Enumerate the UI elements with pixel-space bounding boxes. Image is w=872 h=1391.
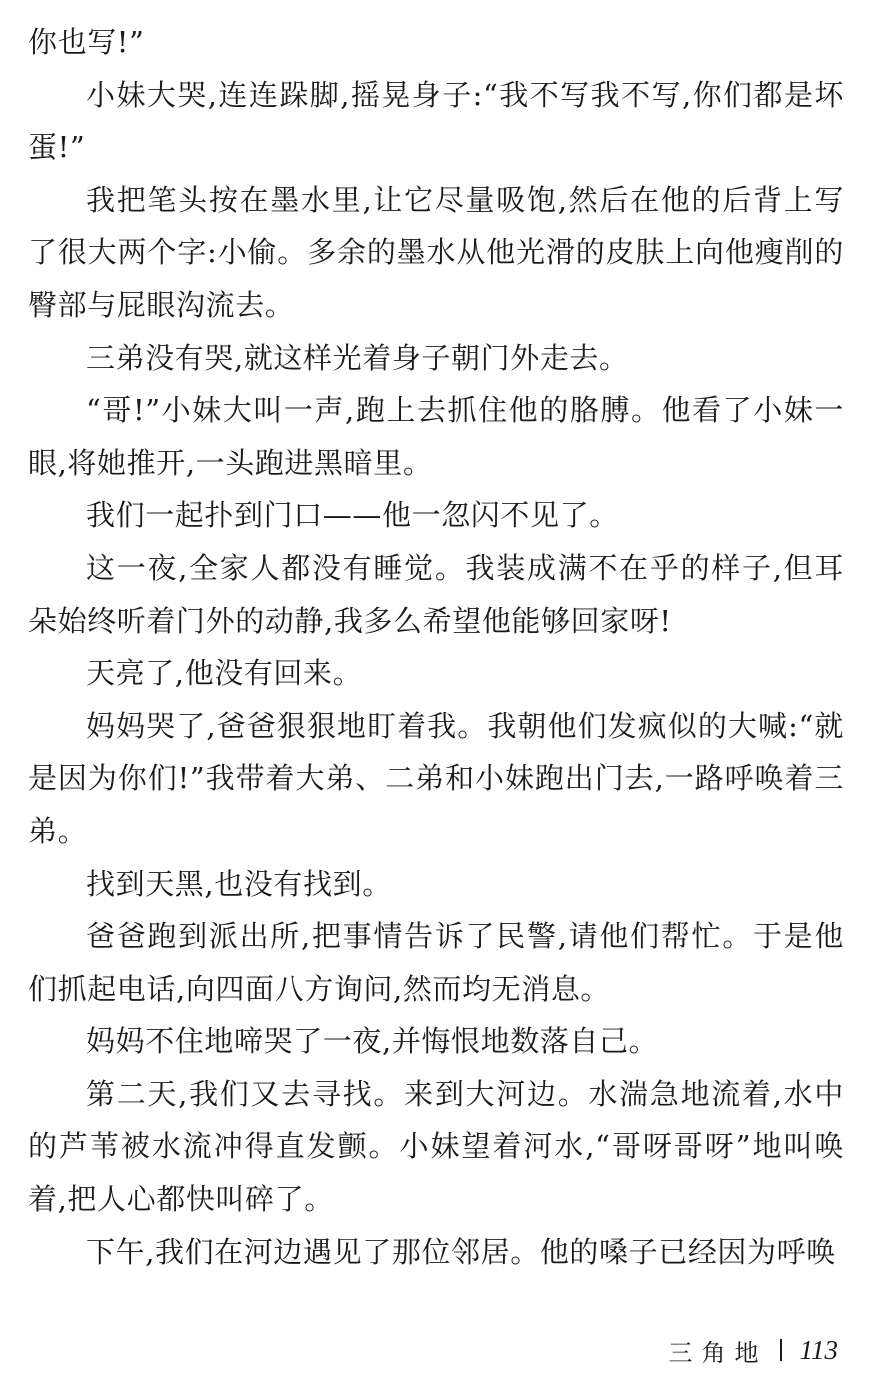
paragraph: 这一夜,全家人都没有睡觉。我装成满不在乎的样子,但耳朵始终听着门外的动静,我多么希望他能够回家呀!: [28, 550, 844, 638]
paragraph: 妈妈不住地啼哭了一夜,并悔恨地数落自己。: [86, 1024, 659, 1059]
page-number: 113: [799, 1334, 838, 1365]
running-title: 三角地: [668, 1338, 768, 1367]
paragraph: 小妹大哭,连连跺脚,摇晃身子:“我不写我不写,你们都是坏蛋!”: [28, 77, 844, 165]
paragraph: “哥!”小妹大叫一声,跑上去抓住他的胳膊。他看了小妹一眼,将她推开,一头跑进黑暗里。: [28, 393, 844, 480]
paragraph: 三弟没有哭,就这样光着身子朝门外走去。: [86, 340, 629, 375]
paragraph: 下午,我们在河边遇见了那位邻居。他的嗓子已经因为呼唤: [86, 1234, 836, 1269]
paragraph: 我们一起扑到门口——他一忽闪不见了。: [86, 498, 619, 533]
page-footer: [669, 1328, 839, 1372]
paragraph: 天亮了,他没有回来。: [86, 656, 363, 691]
paragraph: 你也写!”: [28, 25, 145, 59]
paragraph: 第二天,我们又去寻找。来到大河边。水湍急地流着,水中的芦苇被水流冲得直发颤。小妹望着河水,“哥呀哥呀”地叫唤着,把人心都快叫碎了。: [28, 1076, 844, 1217]
body-text: [28, 16, 844, 1278]
paragraph: 爸爸跑到派出所,把事情告诉了民警,请他们帮忙。于是他们抓起电话,向四面八方询问,然而均无消息。: [28, 919, 844, 1006]
paragraph: 妈妈哭了,爸爸狠狠地盯着我。我朝他们发疯似的大喊:“就是因为你们!”我带着大弟、二弟和小妹跑出门去,一路呼唤着三弟。: [28, 708, 844, 848]
footer-divider: [780, 1339, 782, 1361]
paragraph: 找到天黑,也没有找到。: [86, 866, 392, 901]
paragraph: 我把笔头按在墨水里,让它尽量吸饱,然后在他的后背上写了很大两个字:小偷。多余的墨水从他光滑的皮肤上向他瘦削的臀部与屁眼沟流去。: [28, 182, 844, 322]
